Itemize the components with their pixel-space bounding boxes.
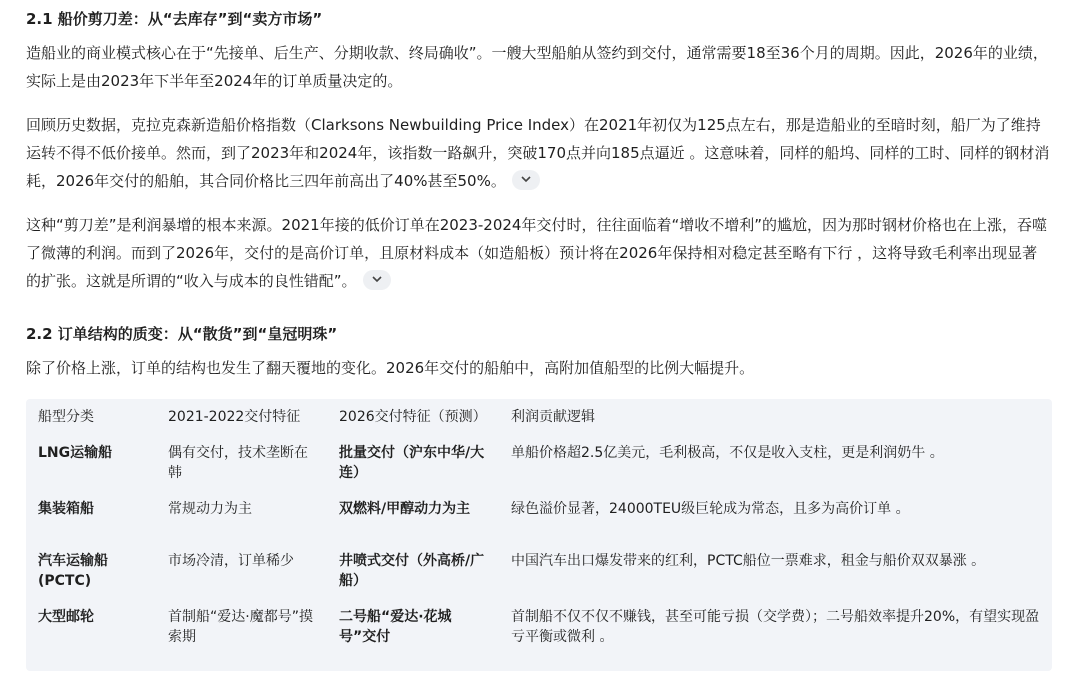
- column-header: 利润贡献逻辑: [511, 409, 595, 425]
- table-row: [26, 437, 1052, 493]
- paragraph: 造船业的商业模式核心在于“先接单、后生产、分期收款、终局确收”。一艘大型船舶从签约到交付，通常需要18至36个月的周期。因此，2026年的业绩，实际上是由2023年下半年至2024年的订单质量决定的。: [26, 44, 1048, 90]
- table-cell: 偶有交付，技术垄断在韩: [168, 445, 308, 481]
- source-expand-button[interactable]: [363, 270, 391, 290]
- table-cell: 汽车运输船 (PCTC): [38, 553, 108, 589]
- table-cell: 单船价格超2.5亿美元，毛利极高，不仅是收入支柱，更是利润奶牛 。: [511, 445, 944, 461]
- column-header: 2021-2022交付特征: [168, 409, 301, 425]
- section-heading: 2.1 船价剪刀差：从“去库存”到“卖方市场”: [26, 10, 323, 28]
- table-row: [26, 601, 1052, 657]
- table-cell: 首制船“爱达·魔都号”摸索期: [168, 609, 313, 645]
- table-cell: 首制船不仅不仅不赚钱，甚至可能亏损（交学费）；二号船效率提升20%，有望实现盈亏平衡或微利 。: [511, 609, 1040, 645]
- table-row: [26, 493, 1052, 545]
- table-row: [26, 545, 1052, 601]
- column-header: 2026交付特征（预测）: [339, 409, 487, 425]
- paragraph-text: 回顾历史数据，克拉克森新造船价格指数（Clarksons Newbuilding Price Index）在2021年初仅为125点左右，那是造船业的至暗时刻，船厂为了维持运转不得不低价接单。然而，到了2023年和2024年，该指数一路飙升，突破170点并向185点逼近 。这意味着，同样的船坞、同样的工时、同样的钢材消耗，2026年交付的船舶，其合同价格比三四年前高出了40%甚至50%。: [26, 116, 1050, 190]
- table-cell: 中国汽车出口爆发带来的红利，PCTC船位一票难求，租金与船价双双暴涨 。: [511, 553, 986, 569]
- section-heading: 2.2 订单结构的质变：从“散货”到“皇冠明珠”: [26, 325, 338, 343]
- chevron-down-icon: [372, 276, 382, 283]
- paragraph: [26, 211, 1052, 295]
- table-cell: 井喷式交付（外高桥/广船）: [339, 553, 485, 589]
- source-expand-button[interactable]: [512, 170, 540, 190]
- paragraph: [26, 111, 1052, 195]
- table-header-row: [26, 399, 1052, 437]
- table-cell: 集装箱船: [38, 501, 94, 517]
- chevron-down-icon: [521, 176, 531, 183]
- table-cell: LNG运输船: [38, 445, 113, 461]
- comparison-table: [26, 399, 1052, 671]
- column-header: 船型分类: [38, 409, 94, 425]
- table-cell: 绿色溢价显著，24000TEU级巨轮成为常态，且多为高价订单 。: [511, 501, 910, 517]
- paragraph: 除了价格上涨，订单的结构也发生了翻天覆地的变化。2026年交付的船舶中，高附加值船型的比例大幅提升。: [26, 359, 755, 377]
- table-cell: 市场冷清，订单稀少: [168, 553, 294, 569]
- table-cell: 双燃料/甲醇动力为主: [339, 501, 471, 517]
- table-cell: 二号船“爱达·花城号”交付: [339, 609, 452, 645]
- paragraph-text: 这种“剪刀差”是利润暴增的根本来源。2021年接的低价订单在2023-2024年交付时，往往面临着“增收不增利”的尴尬，因为那时钢材价格也在上涨，吞噬了微薄的利润。而到了2026年，交付的是高价订单，且原材料成本（如造船板）预计将在2026年保持相对稳定甚至略有下行 ，这将导致毛利率出现显著的扩张。这就是所谓的“收入与成本的良性错配”。: [26, 216, 1048, 290]
- table-cell: 批量交付（沪东中华/大连）: [339, 445, 485, 481]
- table-cell: 大型邮轮: [38, 609, 94, 625]
- table-cell: 常规动力为主: [168, 501, 252, 517]
